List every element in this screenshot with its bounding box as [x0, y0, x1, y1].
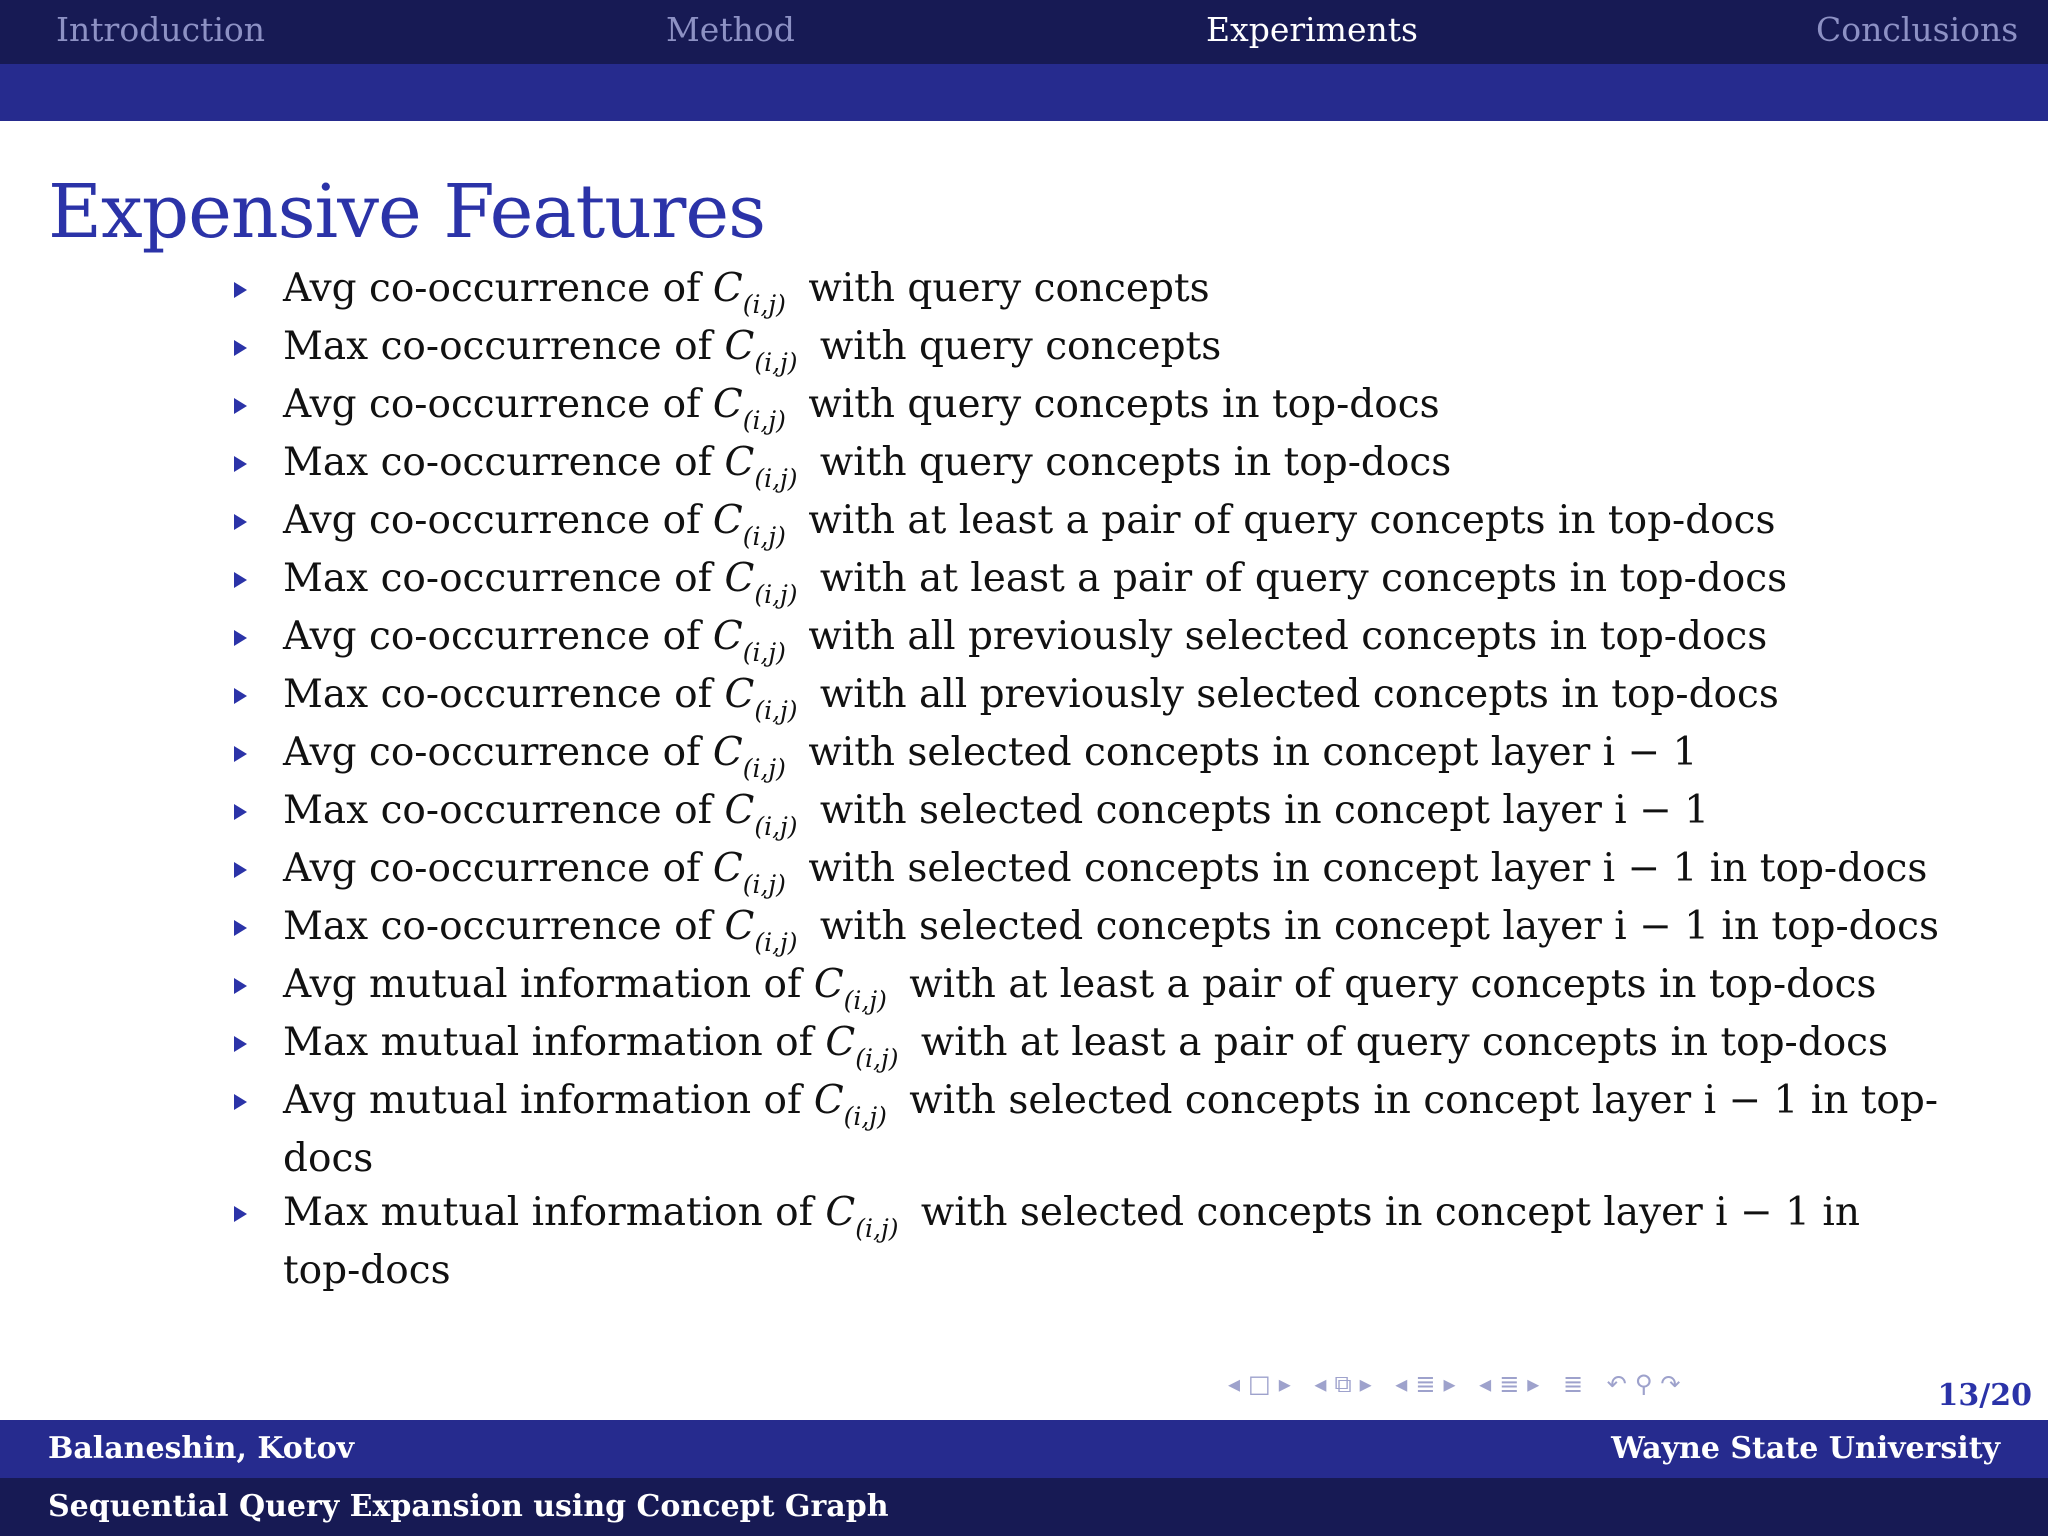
feature-text-post: with query concepts in top-docs: [795, 382, 1440, 427]
feature-item: [0, 320, 2023, 378]
forward-icon[interactable]: ↷: [1660, 1370, 1689, 1398]
nav-item-conclusions[interactable]: Conclusions: [1816, 10, 2019, 49]
feature-text-post: with query concepts: [807, 324, 1222, 369]
feature-text-pre: Avg co-occurrence of: [283, 846, 713, 891]
feature-text-pre: Avg mutual information of: [283, 962, 814, 1007]
concept-symbol: C: [712, 382, 743, 427]
concept-subscript: (i,j): [843, 1102, 887, 1131]
feature-text-post: with selected concepts in concept layer i − 1: [795, 730, 1698, 775]
concept-symbol: C: [813, 962, 844, 1007]
footer-authors: Balaneshin, Kotov: [48, 1431, 355, 1466]
feature-item: [0, 610, 2023, 668]
feature-item: [0, 436, 2023, 494]
concept-symbol: C: [825, 1020, 856, 1065]
feature-text-pre: Avg co-occurrence of: [283, 730, 713, 775]
feature-text-post: with at least a pair of query concepts in top-docs: [908, 1020, 1889, 1065]
concept-symbol: C: [724, 904, 755, 949]
bullet-icon: [234, 1094, 247, 1110]
feature-item: [0, 494, 2023, 552]
page-number: 13/20: [1937, 1378, 2032, 1413]
concept-symbol: C: [712, 846, 743, 891]
feature-text-pre: Max co-occurrence of: [283, 324, 725, 369]
feature-text-post: with query concepts: [795, 266, 1210, 311]
feature-text-pre: Max co-occurrence of: [283, 556, 725, 601]
prev-section-icon[interactable]: ◂: [1395, 1370, 1416, 1398]
feature-text-pre: Avg co-occurrence of: [283, 614, 713, 659]
feature-text-post: with all previously selected concepts in top-docs: [807, 672, 1779, 717]
slide-title: Expensive Features: [48, 169, 766, 255]
feature-item: [0, 900, 2023, 958]
document-icon[interactable]: ≣: [1499, 1370, 1528, 1398]
feature-item: [0, 842, 2023, 900]
concept-symbol: C: [712, 614, 743, 659]
feature-text-post: with selected concepts in concept layer i − 1 in top-docs: [795, 846, 1928, 891]
bullet-icon: [234, 862, 247, 878]
appendix-icon[interactable]: ≣: [1562, 1370, 1592, 1398]
concept-symbol: C: [825, 1190, 856, 1235]
feature-text-pre: Max co-occurrence of: [283, 672, 725, 717]
bullet-icon: [234, 340, 247, 356]
feature-list: [0, 262, 2048, 1298]
feature-item: [0, 262, 2023, 320]
concept-subscript: (i,j): [855, 1214, 899, 1243]
concept-symbol: C: [712, 730, 743, 775]
feature-item: [0, 958, 2023, 1016]
frame-icon[interactable]: □: [1248, 1370, 1279, 1398]
nav-item-experiments[interactable]: Experiments: [1206, 10, 1418, 49]
next-subsection-icon[interactable]: ▸: [1359, 1370, 1380, 1398]
feature-text-post: with query concepts in top-docs: [807, 440, 1452, 485]
beamer-navigation: [1228, 1370, 1689, 1410]
concept-subscript: (i,j): [742, 754, 786, 783]
concept-subscript: (i,j): [742, 290, 786, 319]
feature-text-pre: Avg mutual information of: [283, 1078, 814, 1123]
feature-text-post: with all previously selected concepts in top-docs: [795, 614, 1768, 659]
concept-subscript: (i,j): [742, 406, 786, 435]
bullet-icon: [234, 398, 247, 414]
next-frame-icon[interactable]: ▸: [1278, 1370, 1299, 1398]
feature-text-post: with at least a pair of query concepts in top-docs: [795, 498, 1776, 543]
bullet-icon: [234, 630, 247, 646]
bullet-icon: [234, 1036, 247, 1052]
concept-symbol: C: [724, 324, 755, 369]
next-section-icon[interactable]: ▸: [1443, 1370, 1464, 1398]
feature-text-post: with at least a pair of query concepts in top-docs: [896, 962, 1877, 1007]
concept-subscript: (i,j): [742, 638, 786, 667]
concept-subscript: (i,j): [754, 812, 798, 841]
feature-item: [0, 552, 2023, 610]
footer-talk-title: Sequential Query Expansion using Concept Graph: [48, 1489, 889, 1524]
footer-institution: Wayne State University: [1611, 1431, 2000, 1466]
footer-authors-bar: [0, 1420, 2048, 1478]
feature-text-post: with selected concepts in concept layer i − 1 in top-docs: [283, 1078, 1939, 1181]
nav-item-introduction[interactable]: Introduction: [56, 10, 265, 49]
prev-subsection-icon[interactable]: ◂: [1314, 1370, 1335, 1398]
concept-subscript: (i,j): [742, 870, 786, 899]
bullet-icon: [234, 746, 247, 762]
concept-subscript: (i,j): [754, 580, 798, 609]
concept-subscript: (i,j): [855, 1044, 899, 1073]
concept-symbol: C: [712, 266, 743, 311]
feature-text-post: with selected concepts in concept layer i − 1 in top-docs: [283, 1190, 1860, 1293]
bullet-icon: [234, 572, 247, 588]
feature-item: [0, 784, 2023, 842]
concept-subscript: (i,j): [754, 928, 798, 957]
bullet-icon: [234, 1206, 247, 1222]
subsection-bar: [0, 64, 2048, 121]
feature-item: [0, 668, 2023, 726]
bullet-icon: [234, 282, 247, 298]
search-icon[interactable]: ⚲: [1634, 1370, 1661, 1398]
feature-text-pre: Avg co-occurrence of: [283, 266, 713, 311]
bullet-icon: [234, 920, 247, 936]
feature-text-post: with selected concepts in concept layer i − 1 in top-docs: [807, 904, 1939, 949]
prev-doc-icon[interactable]: ◂: [1479, 1370, 1500, 1398]
feature-text-pre: Max mutual information of: [283, 1020, 826, 1065]
section-icon[interactable]: ≣: [1415, 1370, 1444, 1398]
feature-item: [0, 1016, 2023, 1074]
feature-text-pre: Max co-occurrence of: [283, 440, 725, 485]
concept-subscript: (i,j): [754, 348, 798, 377]
bullet-icon: [234, 456, 247, 472]
bullet-icon: [234, 688, 247, 704]
feature-text-pre: Max co-occurrence of: [283, 904, 725, 949]
footer-title-bar: [0, 1478, 2048, 1536]
concept-subscript: (i,j): [843, 986, 887, 1015]
bullet-icon: [234, 514, 247, 530]
feature-item: [0, 726, 2023, 784]
concept-symbol: C: [813, 1078, 844, 1123]
back-icon[interactable]: ↶: [1606, 1370, 1635, 1398]
prev-frame-icon[interactable]: ◂: [1228, 1370, 1249, 1398]
concept-symbol: C: [724, 556, 755, 601]
bullet-icon: [234, 804, 247, 820]
feature-text-pre: Avg co-occurrence of: [283, 498, 713, 543]
concept-symbol: C: [712, 498, 743, 543]
feature-item: [0, 378, 2023, 436]
feature-text-pre: Avg co-occurrence of: [283, 382, 713, 427]
concept-symbol: C: [724, 672, 755, 717]
feature-item: [0, 1074, 2023, 1186]
next-doc-icon[interactable]: ▸: [1527, 1370, 1548, 1398]
concept-subscript: (i,j): [742, 522, 786, 551]
concept-subscript: (i,j): [754, 464, 798, 493]
feature-item: [0, 1186, 2023, 1298]
section-nav: [0, 0, 2048, 64]
concept-symbol: C: [724, 788, 755, 833]
concept-symbol: C: [724, 440, 755, 485]
feature-text-pre: Max co-occurrence of: [283, 788, 725, 833]
subsection-icon[interactable]: ⧉: [1334, 1370, 1360, 1398]
nav-item-method[interactable]: Method: [666, 10, 795, 49]
concept-subscript: (i,j): [754, 696, 798, 725]
feature-text-post: with selected concepts in concept layer i − 1: [807, 788, 1710, 833]
feature-text-pre: Max mutual information of: [283, 1190, 826, 1235]
bullet-icon: [234, 978, 247, 994]
feature-text-post: with at least a pair of query concepts in top-docs: [807, 556, 1788, 601]
